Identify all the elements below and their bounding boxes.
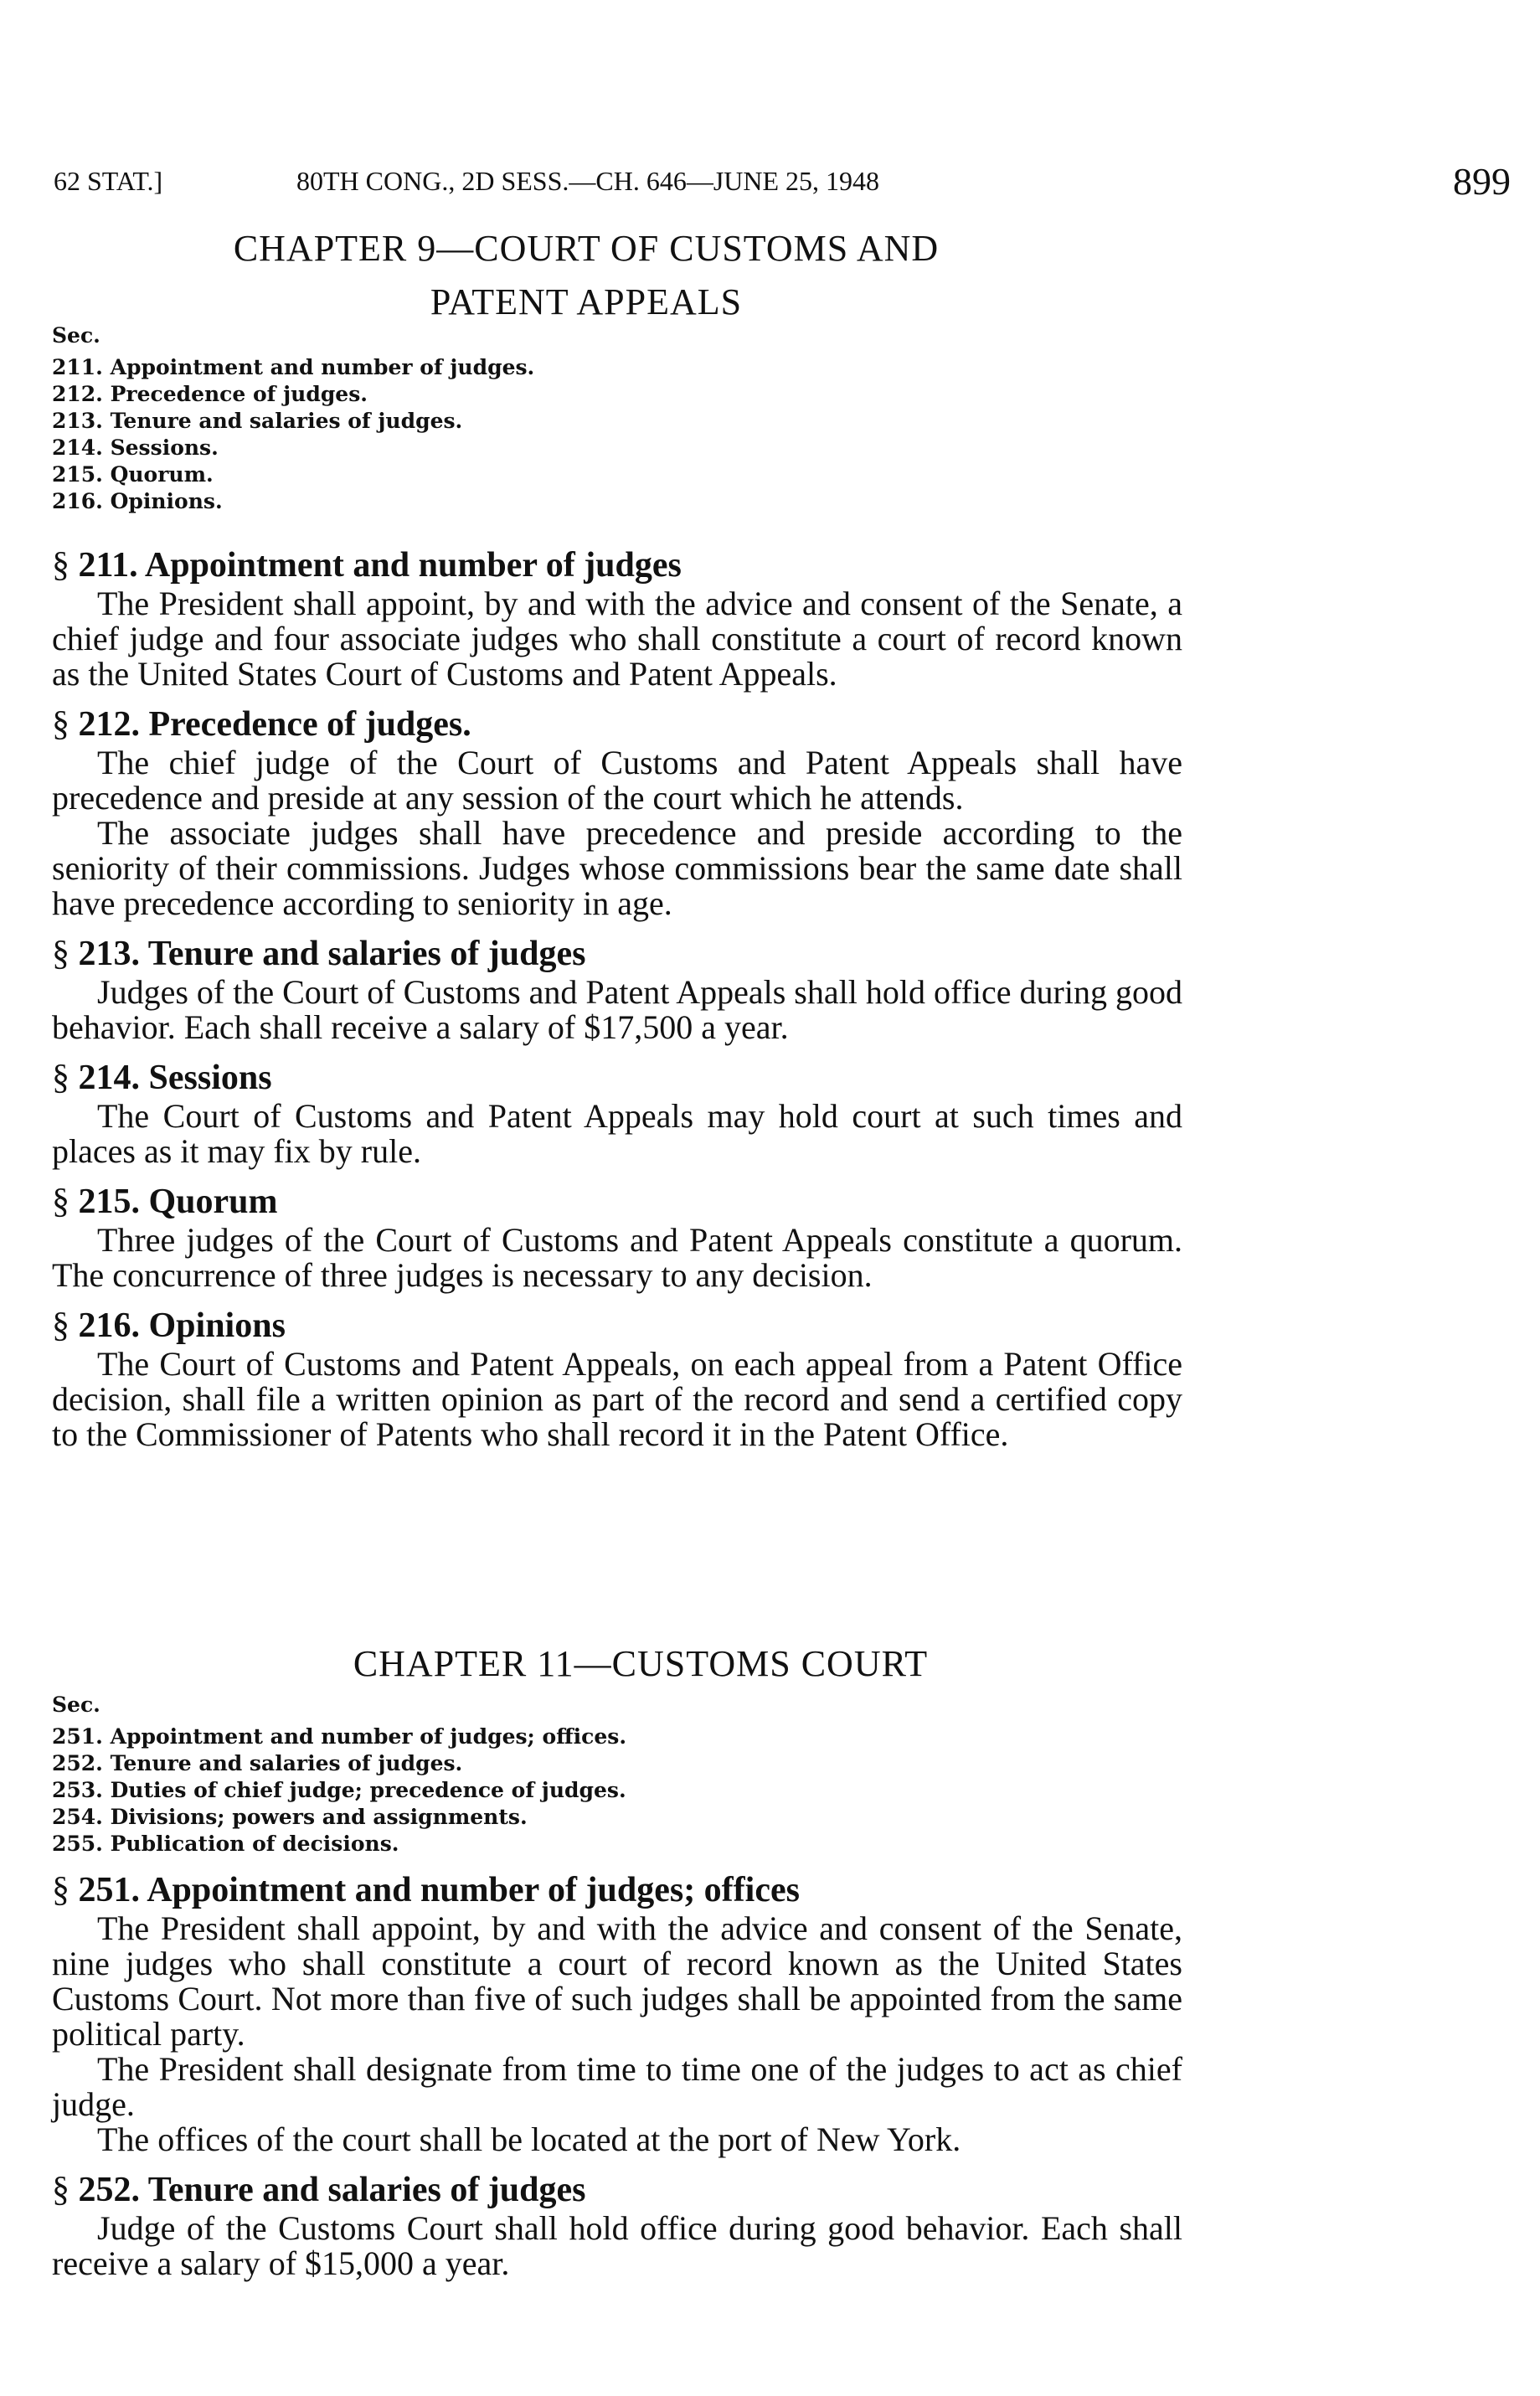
section-index-item: 253. Duties of chief judge; precedence of judges. bbox=[52, 1778, 626, 1802]
section-paragraph: The offices of the court shall be located at the port of New York. bbox=[97, 2120, 961, 2158]
section-index-item: 255. Publication of decisions. bbox=[52, 1832, 399, 1856]
chapter-9-title bbox=[84, 222, 1089, 329]
section-paragraph: Three judges of the Court of Customs and Patent Appeals constitute a quorum. The concurrence of three judges is necessary to any decision. bbox=[52, 1221, 1182, 1294]
section-212 bbox=[52, 703, 1182, 921]
chapter-11-body bbox=[52, 1869, 1182, 2293]
section-paragraph: Judge of the Customs Court shall hold office during good behavior. Each shall receive a salary of $15,000 a year. bbox=[52, 2209, 1182, 2282]
section-index-item: 211. Appointment and number of judges. bbox=[52, 355, 535, 379]
volume-reference: 62 STAT.] bbox=[54, 166, 163, 196]
chapter-9-title-line-2: PATENT APPEALS bbox=[430, 281, 743, 322]
chapter-11-section-index bbox=[52, 1692, 626, 1858]
chapter-9-body bbox=[52, 544, 1182, 1464]
section-heading: § 214. Sessions bbox=[52, 1059, 272, 1097]
section-paragraph: The President shall appoint, by and with the advice and consent of the Senate, a chief judge and four associate judges who shall constitute a court of record known as the United States Court of Customs and Patent Appeals. bbox=[52, 585, 1182, 693]
section-paragraph: The associate judges shall have precedence and preside according to the seniority of their commissions. Judges whose commissions bear the same date shall have precedence according to seniority in age. bbox=[52, 814, 1182, 922]
section-215 bbox=[52, 1181, 1182, 1293]
section-index-item: 215. Quorum. bbox=[52, 462, 214, 487]
chapter-9-title-line-1: CHAPTER 9—COURT OF CUSTOMS AND bbox=[233, 228, 940, 269]
section-index-label: Sec. bbox=[52, 1693, 100, 1717]
section-index-item: 251. Appointment and number of judges; offices. bbox=[52, 1724, 627, 1749]
section-heading: § 213. Tenure and salaries of judges bbox=[52, 935, 586, 973]
section-index-item: 213. Tenure and salaries of judges. bbox=[52, 409, 463, 433]
section-paragraph: The President shall appoint, by and with the advice and consent of the Senate, nine judges who shall constitute a court of record known as the United States Customs Court. Not more than five of such judges shall be appointed from the same political party. bbox=[52, 1909, 1182, 2053]
session-reference: 80TH CONG., 2D SESS.—CH. 646—JUNE 25, 1948 bbox=[296, 166, 880, 196]
section-index-item: 214. Sessions. bbox=[52, 435, 219, 460]
section-heading: § 215. Quorum bbox=[52, 1183, 278, 1221]
section-216 bbox=[52, 1305, 1182, 1452]
section-heading: § 251. Appointment and number of judges; offices bbox=[52, 1871, 800, 1909]
section-213 bbox=[52, 933, 1182, 1045]
section-paragraph: Judges of the Court of Customs and Patent Appeals shall hold office during good behavior. Each shall receive a salary of $17,500 a year. bbox=[52, 973, 1182, 1046]
section-paragraph: The President shall designate from time to time one of the judges to act as chief judge. bbox=[52, 2050, 1182, 2123]
section-214 bbox=[52, 1057, 1182, 1169]
section-heading: § 216. Opinions bbox=[52, 1306, 286, 1345]
section-index-label: Sec. bbox=[52, 323, 100, 348]
section-251 bbox=[52, 1869, 1182, 2157]
section-index-item: 254. Divisions; powers and assignments. bbox=[52, 1805, 528, 1829]
running-head bbox=[54, 159, 1511, 209]
section-paragraph: The Court of Customs and Patent Appeals, on each appeal from a Patent Office decision, shall file a written opinion as part of the record and send a certified copy to the Commissioner of Patents who shall record it in the Patent Office. bbox=[52, 1345, 1182, 1453]
section-211 bbox=[52, 544, 1182, 692]
section-paragraph: The chief judge of the Court of Customs and Patent Appeals shall have precedence and preside at any session of the court which he attends. bbox=[52, 744, 1182, 817]
section-heading: § 211. Appointment and number of judges bbox=[52, 546, 682, 585]
section-paragraph: The Court of Customs and Patent Appeals may hold court at such times and places as it may fix by rule. bbox=[52, 1097, 1182, 1170]
section-index-item: 216. Opinions. bbox=[52, 489, 223, 513]
section-heading: § 252. Tenure and salaries of judges bbox=[52, 2171, 586, 2209]
section-heading: § 212. Precedence of judges. bbox=[52, 705, 471, 744]
chapter-9-section-index bbox=[52, 322, 534, 515]
section-index-item: 252. Tenure and salaries of judges. bbox=[52, 1751, 463, 1775]
section-252 bbox=[52, 2169, 1182, 2281]
page-number: 899 bbox=[1453, 160, 1511, 203]
chapter-11-title: CHAPTER 11—CUSTOMS COURT bbox=[353, 1643, 929, 1684]
section-index-item: 212. Precedence of judges. bbox=[52, 382, 368, 406]
